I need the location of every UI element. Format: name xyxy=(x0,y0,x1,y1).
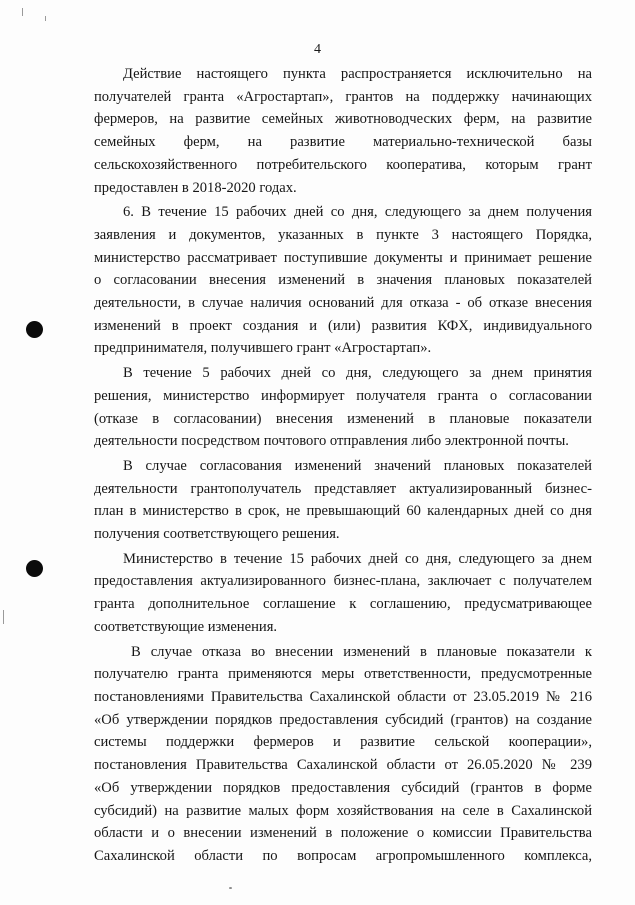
text-line: решения, министерство информирует получателя гранта о согласовании xyxy=(94,387,592,404)
paragraph-additional-agreement xyxy=(94,548,592,639)
page-number: 4 xyxy=(314,42,321,57)
text-line: предоставлен в 2018-2020 годах. xyxy=(94,179,297,196)
scan-edge-mark xyxy=(22,8,23,16)
text-line: Действие настоящего пункта распространяется исключительно на xyxy=(123,66,592,82)
scan-speck xyxy=(229,887,232,889)
text-line: «Об утверждении порядков предоставления субсидий (грантов) на создание xyxy=(94,711,592,728)
text-line: деятельности грантополучатель представляет актуализированный бизнес- xyxy=(94,480,592,497)
text-line: изменений в проект создания и (или) развития КФХ, индивидуального xyxy=(94,317,592,334)
text-line: В течение 5 рабочих дней со дня, следующего за днем принятия xyxy=(123,365,592,382)
punch-hole-upper xyxy=(26,321,43,338)
text-line: субсидий) на развитие малых форм хозяйствования на селе в Сахалинской xyxy=(94,802,592,819)
text-line: сельскохозяйственного потребительского кооператива, которым грант xyxy=(94,156,592,173)
text-line: 6. В течение 15 рабочих дней со дня, следующего за днем получения xyxy=(123,204,592,221)
text-line: план в министерство в срок, не превышающий 60 календарных дней со дня xyxy=(94,503,592,520)
text-line: В случае согласования изменений значений плановых показателей xyxy=(123,457,592,474)
paragraph-agrostartap-scope xyxy=(94,63,592,199)
text-line: семейных ферм, на развитие материально-технической базы xyxy=(94,134,592,151)
text-line: «Об утверждении порядков предоставления субсидий (грантов в форме xyxy=(94,779,592,796)
scan-edge-mark xyxy=(3,610,4,624)
text-line: о согласовании внесения изменений в значения плановых показателей xyxy=(94,272,592,289)
paragraph-refusal-measures xyxy=(94,641,592,868)
text-line: Министерство в течение 15 рабочих дней со дня, следующего за днем xyxy=(123,550,592,567)
text-line: В случае отказа во внесении изменений в плановые показатели к xyxy=(131,643,592,660)
text-line: системы поддержки фермеров и развитие сельской кооперации», xyxy=(94,734,592,751)
text-line: деятельности посредством почтового отправления либо электронной почты. xyxy=(94,433,569,450)
text-line: постановлениями Правительства Сахалинской области от 23.05.2019 № 216 xyxy=(94,688,592,705)
text-line: предпринимателя, получившего грант «Агростартап». xyxy=(94,340,432,357)
text-line: получения соответствующего решения. xyxy=(94,526,340,543)
text-line: получателей гранта «Агростартап», грантов на поддержку начинающих xyxy=(94,88,592,105)
text-line: Сахалинской области по вопросам агропромышленного комплекса, xyxy=(94,847,592,864)
text-line: фермеров, на развитие семейных животноводческих ферм, на развитие xyxy=(94,111,592,128)
text-line: постановления Правительства Сахалинской области от 26.05.2020 № 239 xyxy=(94,757,592,774)
text-line: заявления и документов, указанных в пункте 3 настоящего Порядка, xyxy=(94,226,592,243)
paragraph-business-plan xyxy=(94,455,592,546)
text-line: гранта дополнительное соглашение к соглашению, предусматривающее xyxy=(94,596,592,613)
paragraph-notification xyxy=(94,362,592,453)
text-line: соответствующие изменения. xyxy=(94,618,278,635)
scan-edge-mark xyxy=(45,16,46,21)
paragraph-item-6 xyxy=(94,201,592,360)
text-line: (отказе в согласовании) внесения изменений в плановые показатели xyxy=(94,410,592,427)
text-line: деятельности, в случае наличия оснований для отказа - об отказе внесения xyxy=(94,295,592,312)
document-body xyxy=(94,63,592,868)
punch-hole-lower xyxy=(26,560,43,577)
text-line: области и о внесении изменений в положение о комиссии Правительства xyxy=(94,825,592,842)
text-line: министерство рассматривает поступившие документы и принимает решение xyxy=(94,249,592,266)
text-line: предоставления актуализированного бизнес-плана, заключает с получателем xyxy=(94,573,592,590)
text-line: получателю гранта применяются меры ответственности, предусмотренные xyxy=(94,666,592,683)
